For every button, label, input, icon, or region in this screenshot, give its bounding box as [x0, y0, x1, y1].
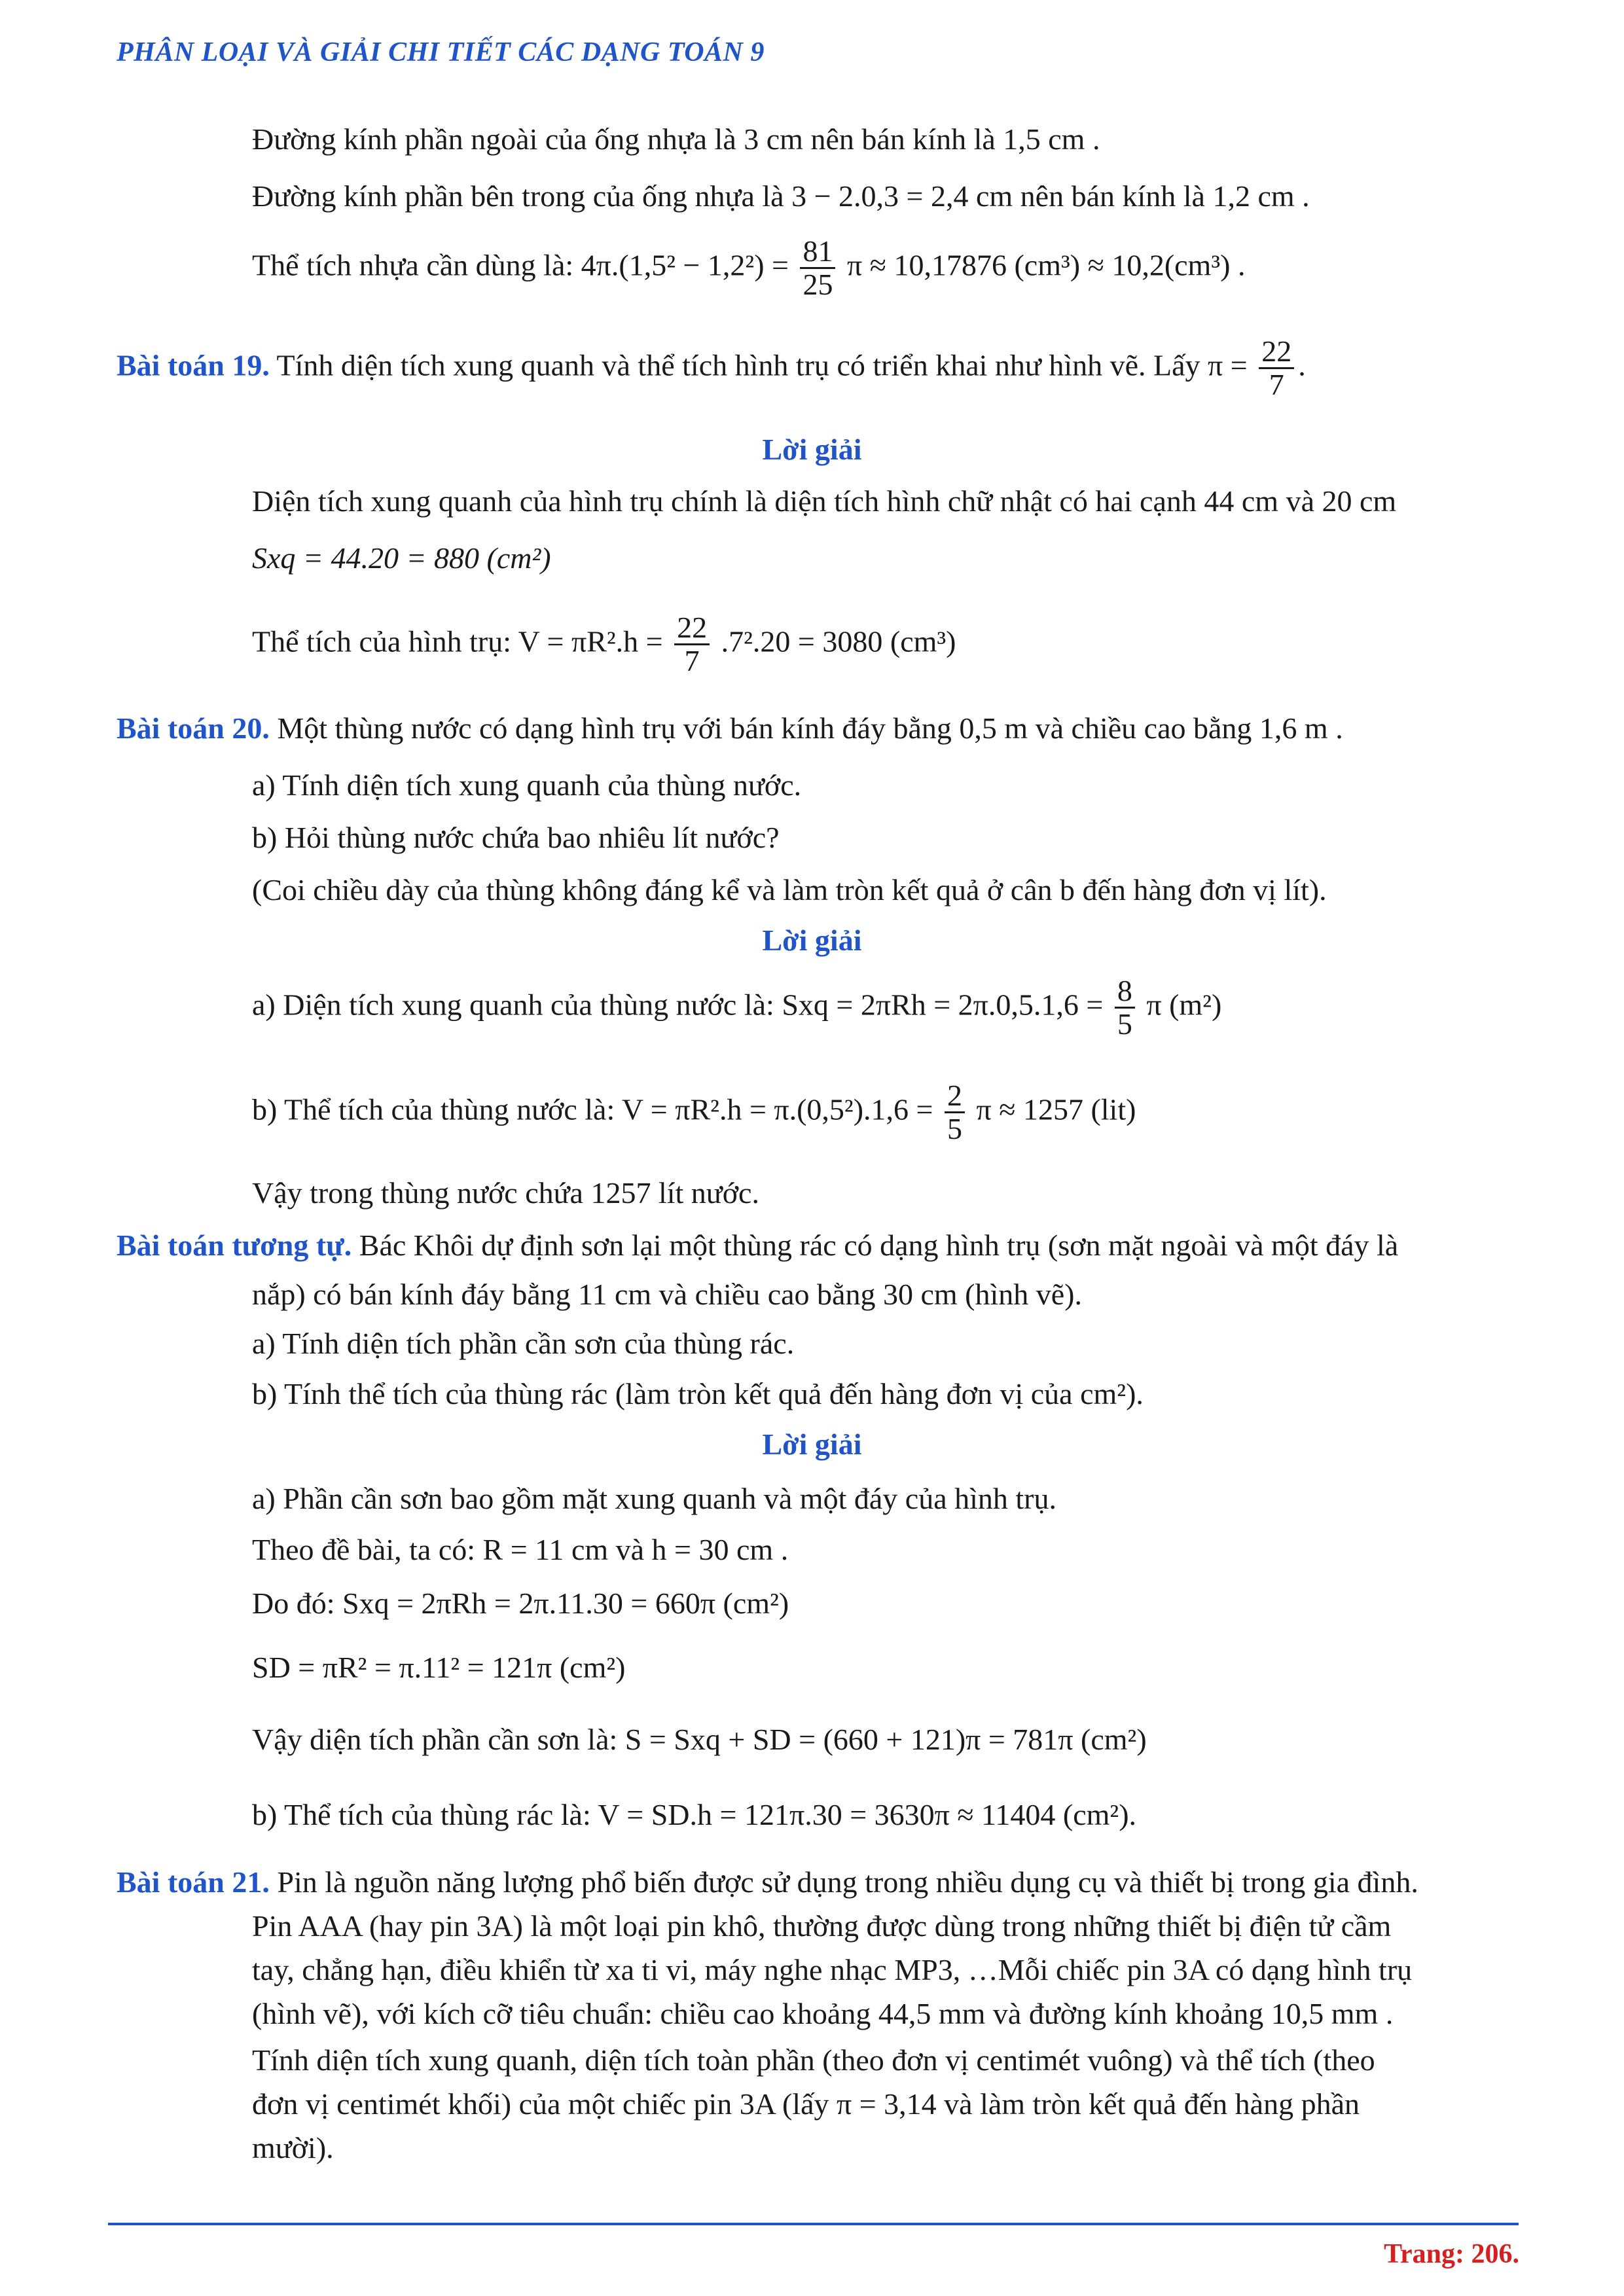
- math-line: [252, 975, 1221, 1041]
- denominator: 25: [803, 268, 833, 302]
- text-line: Tính diện tích xung quanh, diện tích toàn phần (theo đơn vị centimét vuông) và thể tích (theo: [252, 2043, 1375, 2077]
- problem-text: Pin là nguồn năng lượng phổ biến được sử dụng trong nhiều dụng cụ và thiết bị trong gia đình.: [269, 1865, 1418, 1899]
- denominator: 7: [684, 644, 700, 678]
- math-line: Sxq = 44.20 = 880 (cm²): [252, 541, 551, 575]
- problem-label: Bài toán 21.: [117, 1865, 270, 1899]
- text-line: Đường kính phần ngoài của ống nhựa là 3 cm nên bán kính là 1,5 cm .: [252, 122, 1100, 156]
- denominator: 7: [1269, 368, 1284, 402]
- problem-label: Bài toán 19.: [117, 348, 270, 382]
- text-line: a) Phần cần sơn bao gồm mặt xung quanh và một đáy của hình trụ.: [252, 1482, 1056, 1515]
- formula-text: b) Thể tích của thùng nước là: V = πR².h = π.(0,5²).1,6 =: [252, 1092, 933, 1126]
- math-line: Do đó: Sxq = 2πRh = 2π.11.30 = 660π (cm²): [252, 1587, 789, 1620]
- text-line: Pin AAA (hay pin 3A) là một loại pin khô, thường được dùng trong những thiết bị điện tử cầm: [252, 1909, 1392, 1943]
- fraction: [1259, 336, 1294, 401]
- solution-heading: Lời giải: [762, 924, 862, 957]
- problem-label: Bài toán tương tự.: [117, 1229, 352, 1262]
- math-line: [252, 236, 1245, 301]
- footer-divider: [108, 2223, 1519, 2225]
- formula-text: Thể tích của hình trụ: V = πR².h =: [252, 624, 663, 658]
- text-line: b) Hỏi thùng nước chứa bao nhiêu lít nước?: [252, 821, 780, 854]
- problem-21: [117, 1864, 1418, 1900]
- fraction: [945, 1080, 965, 1145]
- text-line: Đường kính phần bên trong của ống nhựa là 3 − 2.0,3 = 2,4 cm nên bán kính là 1,2 cm .: [252, 179, 1310, 213]
- formula-text: π ≈ 10,17876 (cm³) ≈ 10,2(cm³) .: [846, 248, 1246, 282]
- text-line: (hình vẽ), với kích cỡ tiêu chuẩn: chiều cao khoảng 44,5 mm và đường kính khoảng 10,5 mm .: [252, 1997, 1394, 2030]
- text-line: Vậy trong thùng nước chứa 1257 lít nước.: [252, 1176, 759, 1210]
- text-line: a) Tính diện tích phần cần sơn của thùng rác.: [252, 1327, 795, 1360]
- text-line: Diện tích xung quanh của hình trụ chính là diện tích hình chữ nhật có hai cạnh 44 cm và 20 cm: [252, 484, 1397, 518]
- problem-text: Một thùng nước có dạng hình trụ với bán kính đáy bằng 0,5 m và chiều cao bằng 1,6 m .: [269, 711, 1343, 745]
- text-line: a) Tính diện tích xung quanh của thùng nước.: [252, 768, 802, 802]
- math-line: [252, 1080, 1136, 1145]
- numerator: 22: [674, 612, 710, 645]
- formula-text: π ≈ 1257 (lit): [976, 1092, 1136, 1126]
- math-line: [252, 612, 956, 677]
- formula-text: .7².20 = 3080 (cm³): [721, 624, 956, 658]
- page-header: PHÂN LOẠI VÀ GIẢI CHI TIẾT CÁC DẠNG TOÁN 9: [117, 37, 765, 67]
- denominator: 5: [1117, 1007, 1132, 1041]
- fraction: [674, 612, 710, 677]
- page-number: Trang: 206.: [1384, 2239, 1519, 2269]
- text-line: tay, chẳng hạn, điều khiển từ xa ti vi, máy nghe nhạc MP3, …Mỗi chiếc pin 3A có dạng hình trụ: [252, 1953, 1413, 1986]
- numerator: 2: [945, 1080, 965, 1113]
- problem-20: [117, 710, 1343, 746]
- formula-text: Thể tích nhựa cần dùng là: 4π.(1,5² − 1,2²) =: [252, 248, 789, 282]
- problem-label: Bài toán 20.: [117, 711, 270, 745]
- math-line: SD = πR² = π.11² = 121π (cm²): [252, 1651, 626, 1684]
- formula-text: π (m²): [1146, 988, 1222, 1022]
- math-line: b) Thể tích của thùng rác là: V = SD.h = 121π.30 = 3630π ≈ 11404 (cm²).: [252, 1798, 1137, 1831]
- text-line: b) Tính thể tích của thùng rác (làm tròn kết quả đến hàng đơn vị của cm²).: [252, 1377, 1144, 1410]
- numerator: 81: [800, 236, 835, 269]
- numerator: 22: [1259, 336, 1294, 369]
- solution-heading: Lời giải: [762, 433, 862, 466]
- text-line: đơn vị centimét khối) của một chiếc pin 3A (lấy π = 3,14 và làm tròn kết quả đến hàng phần: [252, 2087, 1360, 2121]
- math-line: Vậy diện tích phần cần sơn là: S = Sxq + SD = (660 + 121)π = 781π (cm²): [252, 1723, 1147, 1756]
- text-line: nắp) có bán kính đáy bằng 11 cm và chiều cao bằng 30 cm (hình vẽ).: [252, 1278, 1082, 1311]
- denominator: 5: [947, 1112, 962, 1146]
- problem-text: Bác Khôi dự định sơn lại một thùng rác có dạng hình trụ (sơn mặt ngoài và một đáy là: [352, 1229, 1399, 1262]
- problem-text: Tính diện tích xung quanh và thể tích hình trụ có triển khai như hình vẽ. Lấy π =: [269, 348, 1248, 382]
- formula-text: a) Diện tích xung quanh của thùng nước là: Sxq = 2πRh = 2π.0,5.1,6 =: [252, 988, 1104, 1022]
- text-line: (Coi chiều dày của thùng không đáng kể và làm tròn kết quả ở cân b đến hàng đơn vị lít).: [252, 873, 1327, 906]
- numerator: 8: [1115, 975, 1135, 1009]
- problem-19: Bài toán 19. Tính diện tích xung quanh và thể tích hình trụ có triển khai như hình vẽ. Lấy π = $\frac{22}{7}$ .: [117, 334, 1306, 402]
- text-line: Theo đề bài, ta có: R = 11 cm và h = 30 cm .: [252, 1533, 789, 1566]
- fraction: [1115, 975, 1135, 1041]
- problem-similar: [117, 1227, 1398, 1263]
- solution-heading: Lời giải: [762, 1427, 862, 1461]
- fraction: [800, 236, 835, 301]
- text-line: mười).: [252, 2131, 334, 2164]
